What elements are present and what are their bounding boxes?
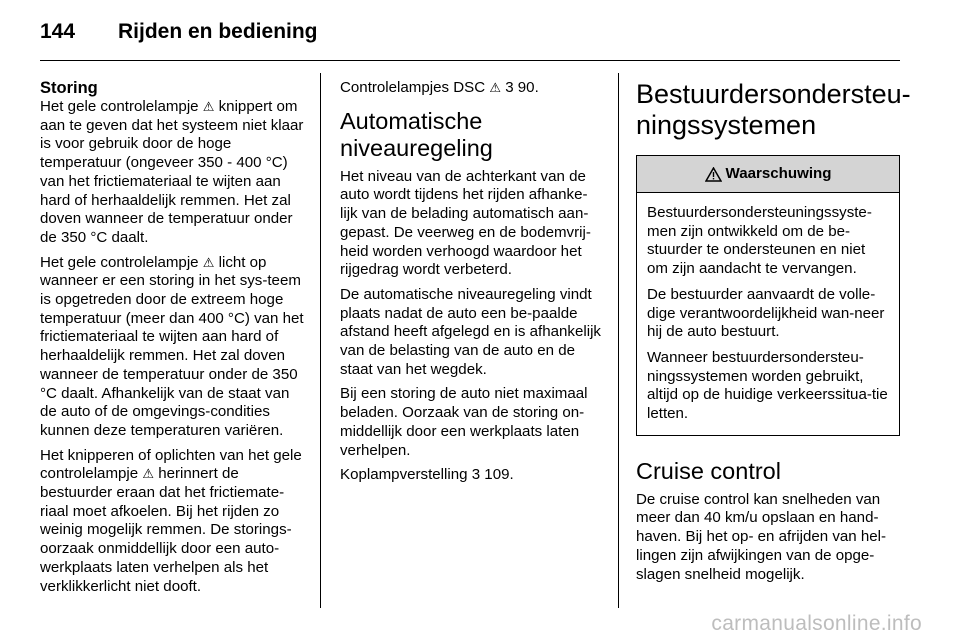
paragraph: Wanneer bestuurdersondersteu-ningssystemen worden gebruikt, altijd op de huidige verkeerssitua-tie letten. [647,348,888,423]
cross-reference: Controlelampjes DSC ⚠ 3 90. [340,79,539,96]
paragraph: Het gele controlelampje ⚠ knippert om aan te geven dat het systeem niet klaar is voor gebruik door de hoge temperatuur (ongeveer 350 - 400 °C) van het frictiemateriaal te wijten aan hard of herhaaldelijk remmen. Het zal doven wanneer de temperatuur onder de 350 °C daalt. [40,98,304,246]
brake-lamp-icon: ⚠ [202,99,215,114]
paragraph: Bestuurdersondersteuningssyste-men zijn ontwikkeld om de be-stuurder te ondersteunen en niet om zijn aandacht te vervangen. [647,204,872,278]
section-heading-niveauregeling: Automatische niveauregeling [340,107,493,161]
paragraph: De cruise control kan snelheden van meer dan 40 km/u opslaan en hand-haven. Bij het op- en afrijden van hel-lingen zijn afwijkingen van de opge-slagen snelheid mogelijk. [636,490,887,583]
warning-triangle-icon [705,167,722,182]
page-reference-link[interactable]: 3 90. [505,79,539,96]
warning-title: Waarschuwing [725,164,832,182]
paragraph: Het knipperen of oplichten van het gele controlelampje ⚠ herinnert de bestuurder eraan dat het frictiemate-riaal moet afkoelen. Bij het rijden zo weinig mogelijk remmen. De storings-oorzaak onmiddellijk door een auto-werkplaats laten verhelpen als het verklikkerlicht niet dooft. [40,446,302,595]
column-divider-2 [618,73,619,608]
header-rule [40,60,900,61]
warning-body [637,193,899,435]
warning-header [637,156,899,193]
watermark: carmanualsonline.info [711,612,922,635]
column-divider-1 [320,73,321,608]
paragraph: Het gele controlelampje ⚠ licht op wanneer er een storing in het sys-teem is opgetreden door de extreem hoge temperatuur (meer dan 400 °C) van het frictiemateriaal te wijten aan hard of herhaaldelijk remmen. Het zal doven wanneer de temperatuur onder de 350 °C daalt. Afhankelijk van de staat van de auto of de omgevings-condities kunnen deze temperaturen variëren. [40,253,304,439]
warning-box [636,155,900,436]
page-reference-link[interactable]: Koplampverstelling 3 109. [340,466,514,484]
column-left [40,79,310,602]
page-title: Rijden en bediening [118,20,318,43]
brake-lamp-icon: ⚠ [142,466,155,482]
column-middle [340,79,604,491]
page-number: 144 [40,20,76,43]
paragraph: Bij een storing de auto niet maximaal beladen. Oorzaak van de storing on-middellijk door een werkplaats laten verhelpen. [340,385,588,459]
section-heading-storing: Storing [40,79,98,97]
paragraph: De automatische niveauregeling vindt plaats nadat de auto een be-paalde afstand heeft afgelegd en is afhankelijk van de belasting van de auto en de staat van het wegdek. [340,285,601,378]
brake-lamp-icon: ⚠ [202,254,215,270]
column-right [636,79,911,590]
section-heading-bestuurdersondersteuning: Bestuurdersondersteu-ningssystemen [636,79,911,140]
paragraph: De bestuurder aanvaardt de volle-dige verantwoordelijkheid wan-neer hij de auto bestuurt. [647,285,885,341]
paragraph: Het niveau van de achterkant van de auto wordt tijdens het rijden afhanke-lijk van de belading automatisch aan-gepast. De veerweg en de bodemvrij-heid worden verhoogd waardoor het rijgedrag wordt verbeterd. [340,167,591,279]
section-heading-cruise-control: Cruise control [636,457,781,484]
page-header [40,20,900,50]
brake-lamp-icon: ⚠ [489,80,501,95]
